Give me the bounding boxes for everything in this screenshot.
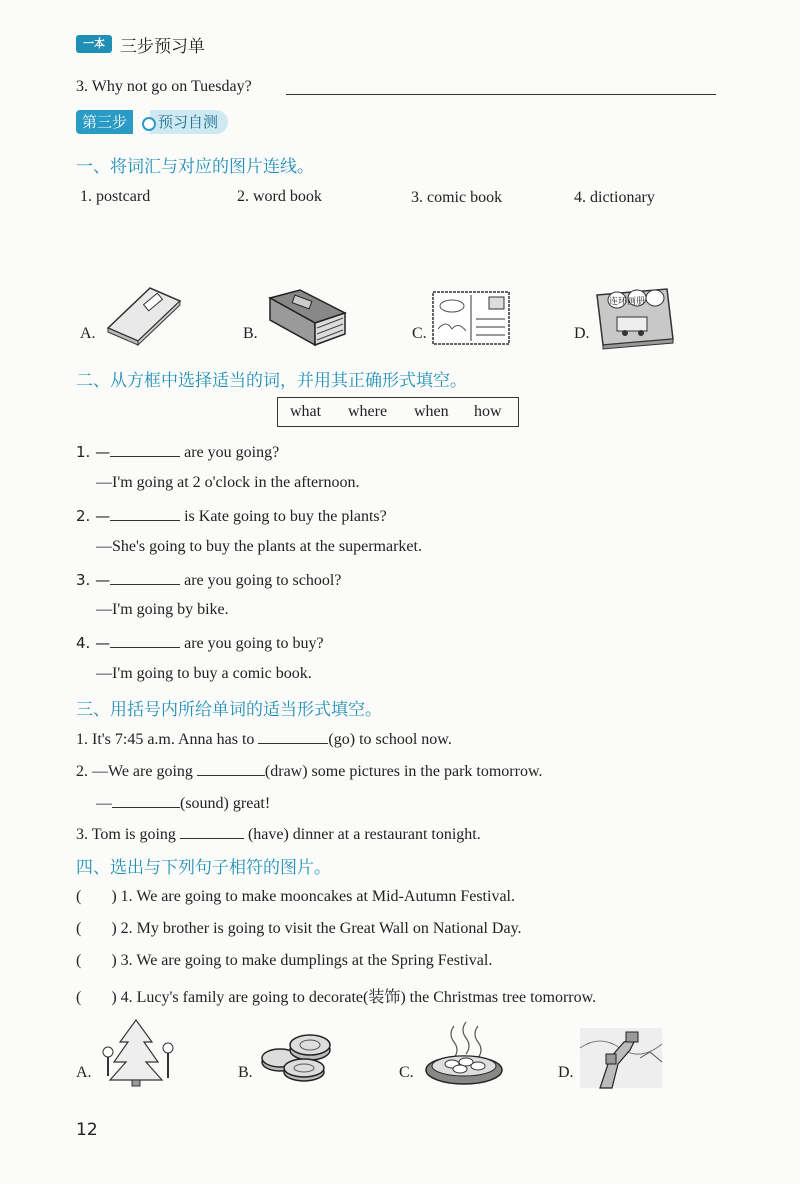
blank[interactable] bbox=[110, 506, 180, 521]
s4-item-2: ( ) 2. My brother is going to visit the Great Wall on National Day. bbox=[76, 920, 522, 937]
image-b-letter: B. bbox=[243, 325, 258, 342]
word-1[interactable]: 1. postcard bbox=[80, 188, 151, 205]
dumplings-icon[interactable] bbox=[424, 1018, 506, 1090]
comic-cover-text: 连环画册 bbox=[609, 297, 646, 307]
image-c2-letter: C. bbox=[399, 1064, 414, 1081]
s2-item-4: 4. — are you going to buy? bbox=[76, 634, 324, 652]
s3-item-2: 2. —We are going (draw) some pictures in the park tomorrow. bbox=[76, 763, 543, 780]
image-b2-letter: B. bbox=[238, 1064, 253, 1081]
section-1-title: 一、将词汇与对应的图片连线。 bbox=[76, 157, 314, 177]
great-wall-icon[interactable] bbox=[580, 1028, 662, 1088]
blank[interactable] bbox=[180, 824, 244, 839]
image-a-letter: A. bbox=[80, 325, 96, 342]
box-word-where[interactable]: where bbox=[348, 403, 388, 420]
word-4[interactable]: 4. dictionary bbox=[574, 189, 655, 206]
image-c-letter: C. bbox=[412, 325, 427, 342]
answer-line bbox=[286, 94, 716, 95]
s2-answer-4: —I'm going to buy a comic book. bbox=[96, 665, 312, 682]
blank[interactable] bbox=[112, 793, 180, 808]
step-label: 第三步 bbox=[76, 110, 133, 134]
page-number: 12 bbox=[76, 1120, 98, 1140]
step-sub-label: 预习自测 bbox=[150, 110, 228, 134]
word-book-icon[interactable] bbox=[100, 283, 185, 343]
word-box bbox=[277, 397, 519, 427]
s4-item-4: ( ) 4. Lucy's family are going to decorate(装饰) the Christmas tree tomorrow. bbox=[76, 989, 597, 1006]
s2-answer-3: —I'm going by bike. bbox=[96, 601, 229, 618]
s3-item-2-reply: — (sound) great! bbox=[96, 795, 271, 812]
s2-item-1: 1. — are you going? bbox=[76, 443, 280, 461]
s3-item-3: 3. Tom is going (have) dinner at a restaurant tonight. bbox=[76, 826, 481, 843]
box-word-what[interactable]: what bbox=[290, 403, 322, 420]
box-word-when[interactable]: when bbox=[414, 403, 449, 420]
blank[interactable] bbox=[258, 729, 328, 744]
s2-answer-1: —I'm going at 2 o'clock in the afternoon. bbox=[96, 474, 360, 491]
image-d2-letter: D. bbox=[558, 1064, 574, 1081]
s3-item-1: 1. It's 7:45 a.m. Anna has to (go) to school now. bbox=[76, 731, 452, 748]
mooncakes-icon[interactable] bbox=[258, 1030, 338, 1084]
s2-answer-2: —She's going to buy the plants at the supermarket. bbox=[96, 538, 422, 555]
word-3[interactable]: 3. comic book bbox=[411, 189, 503, 206]
box-word-how[interactable]: how bbox=[474, 403, 502, 420]
postcard-icon[interactable] bbox=[432, 291, 510, 345]
comic-book-icon[interactable] bbox=[595, 287, 675, 349]
christmas-tree-icon[interactable] bbox=[98, 1018, 180, 1088]
section-2-title: 二、从方框中选择适当的词，并用其正确形式填空。 bbox=[76, 371, 467, 391]
blank[interactable] bbox=[110, 442, 180, 457]
image-d-letter: D. bbox=[574, 325, 590, 342]
word-2[interactable]: 2. word book bbox=[237, 188, 322, 205]
section-4-title: 四、选出与下列句子相符的图片。 bbox=[76, 858, 331, 878]
image-a2-letter: A. bbox=[76, 1064, 92, 1081]
blank[interactable] bbox=[110, 633, 180, 648]
blank[interactable] bbox=[197, 761, 265, 776]
dictionary-icon[interactable] bbox=[265, 288, 350, 346]
s2-item-2: 2. — is Kate going to buy the plants? bbox=[76, 507, 387, 525]
s2-item-3: 3. — are you going to school? bbox=[76, 571, 342, 589]
step-dot-icon bbox=[142, 117, 156, 131]
header-title: 三步预习单 bbox=[120, 37, 205, 57]
s4-item-3: ( ) 3. We are going to make dumplings at the Spring Festival. bbox=[76, 952, 493, 969]
s4-item-1: ( ) 1. We are going to make mooncakes at Mid-Autumn Festival. bbox=[76, 888, 515, 905]
question-3: 3. Why not go on Tuesday? bbox=[76, 78, 252, 95]
section-3-title: 三、用括号内所给单词的适当形式填空。 bbox=[76, 700, 382, 720]
brand-logo: 一本 bbox=[76, 35, 112, 53]
blank[interactable] bbox=[110, 570, 180, 585]
